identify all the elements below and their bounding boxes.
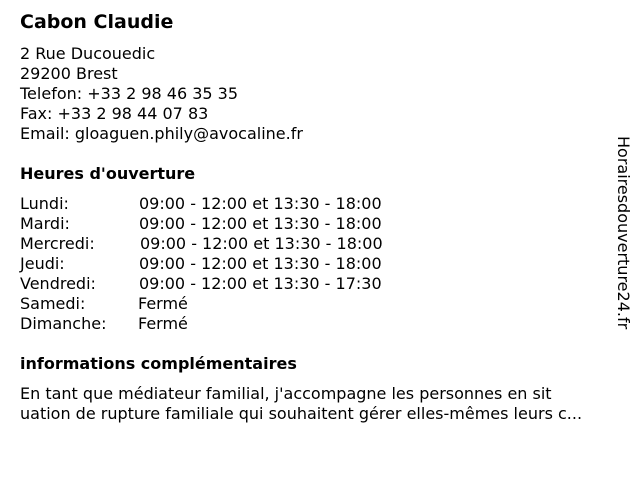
info-line: uation de rupture familiale qui souhaitent gérer elles-mêmes leurs c... [20,404,583,423]
hours-table [20,194,440,334]
day-label: Lundi: [20,194,69,213]
day-label: Samedi: [20,294,86,313]
info-line: En tant que médiateur familial, j'accompagne les personnes en sit [20,384,552,403]
day-hours: 09:00 - 12:00 et 13:30 - 18:00 [140,234,383,253]
hours-row [20,234,440,254]
hours-row [20,214,440,234]
site-watermark: Horairesdouverture24.fr [614,136,633,330]
day-hours: 09:00 - 12:00 et 13:30 - 18:00 [139,254,382,273]
hours-row [20,274,440,294]
day-label: Dimanche: [20,314,107,333]
hours-row [20,314,440,334]
day-hours: 09:00 - 12:00 et 13:30 - 18:00 [139,214,382,233]
address-city: 29200 Brest [20,64,118,83]
day-hours: 09:00 - 12:00 et 13:30 - 18:00 [139,194,382,213]
hours-row [20,194,440,214]
hours-row [20,254,440,274]
info-heading: informations complémentaires [20,354,297,373]
day-hours: Fermé [138,294,188,313]
day-hours: Fermé [138,314,188,333]
day-label: Mercredi: [20,234,95,253]
email-line: Email: gloaguen.phily@avocaline.fr [20,124,303,143]
address-block [20,44,303,144]
day-label: Vendredi: [20,274,96,293]
hours-heading: Heures d'ouverture [20,164,196,183]
day-hours: 09:00 - 12:00 et 13:30 - 17:30 [139,274,382,293]
hours-row [20,294,440,314]
fax-line: Fax: +33 2 98 44 07 83 [20,104,209,123]
day-label: Jeudi: [20,254,65,273]
phone-line: Telefon: +33 2 98 46 35 35 [20,84,239,103]
address-street: 2 Rue Ducouedic [20,44,156,63]
day-label: Mardi: [20,214,70,233]
info-text [20,384,582,424]
page-title: Cabon Claudie [20,11,174,33]
